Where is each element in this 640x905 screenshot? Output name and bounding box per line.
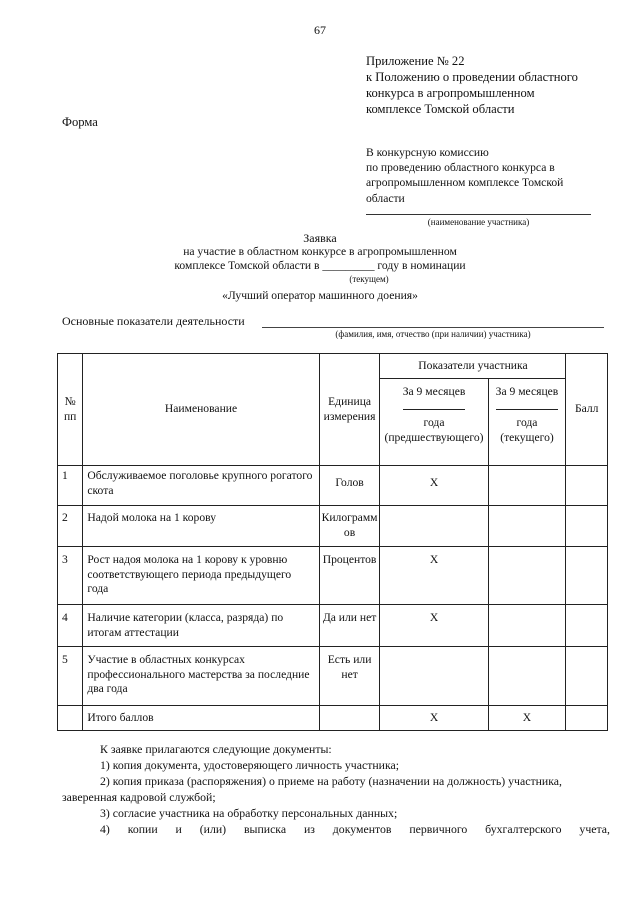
row-unit: Килограммов [319,506,380,547]
nomination-title: «Лучший оператор машинного доения» [222,289,418,302]
row-num: 4 [58,605,83,647]
row-cur-value[interactable] [488,605,566,647]
commission-line: области [366,191,405,205]
attachment-item: 2) копия приказа (распоряжения) о приеме на работу (назначении на должность) участника, [100,774,562,788]
row-prev-value[interactable] [380,506,488,547]
commission-line: В конкурсную комиссию [366,146,489,159]
row-prev-value[interactable]: Х [380,605,488,647]
commission-address [366,145,606,206]
row-prev-value[interactable]: Х [380,547,488,605]
participant-name-caption: (наименование участника) [427,217,530,227]
attachment-item: 1) копия документа, удостоверяющего личность участника; [100,758,400,772]
header-cur-period [488,379,566,466]
participant-name-line[interactable] [366,214,591,215]
attachment-item: 4) копии и (или) выписка из документов первичного бухгалтерского учета, [100,822,610,836]
row-score[interactable] [566,466,608,506]
appendix-line: комплексе Томской области [366,102,515,116]
table-row [58,506,608,547]
row-name: Обслуживаемое поголовье крупного рогатого скота [83,466,319,506]
attachments-list [62,741,610,837]
row-score[interactable] [566,647,608,706]
appendix-line: к Положению о проведении областного [366,70,578,84]
row-unit: Процентов [319,547,380,605]
application-subtitle: на участие в областном конкурсе в агропромышленном [183,245,457,258]
row-prev-value[interactable] [380,647,488,706]
attachment-item-continuation: заверенная кадровой службой; [62,790,216,804]
total-row [58,706,608,731]
attachment-item: 3) согласие участника на обработку персональных данных; [100,806,398,820]
page-number: 67 [314,23,326,37]
form-label: Форма [62,115,98,129]
row-num: 5 [58,647,83,706]
header-prev-period [380,379,488,466]
header-prev-top: За 9 месяцев [402,385,466,398]
appendix-line: Приложение № 22 [366,54,465,68]
header-name: Наименование [83,354,319,466]
table-row [58,466,608,506]
row-name: Участие в областных конкурсах профессионального мастерства за последние два года [83,647,319,706]
row-name: Надой молока на 1 корову [83,506,319,547]
row-num: 2 [58,506,83,547]
year-blank[interactable] [496,401,558,410]
row-name: Наличие категории (класса, разряда) по итогам аттестации [83,605,319,647]
row-prev-value[interactable]: Х [380,466,488,506]
total-num [58,706,83,731]
attachments-intro: К заявке прилагаются следующие документы: [100,742,332,756]
row-score[interactable] [566,547,608,605]
commission-line: агропромышленном комплексе Томской [366,176,564,190]
table-header-row [58,354,608,379]
year-caption: (текущем) [349,274,389,284]
row-cur-value[interactable] [488,466,566,506]
fio-caption: (фамилия, имя, отчество (при наличии) участника) [335,329,531,339]
commission-line: по проведению областного конкурса в [366,161,555,175]
application-title: Заявка [303,231,337,245]
row-unit: Голов [319,466,380,506]
table-row [58,605,608,647]
header-cur-bottom: года (текущего) [500,416,554,444]
fio-line[interactable] [262,327,604,328]
row-cur-value[interactable] [488,506,566,547]
row-num: 1 [58,466,83,506]
header-indicators: Показатели участника [380,354,566,379]
row-score[interactable] [566,605,608,647]
appendix-line: конкурса в агропромышленном [366,86,535,100]
appendix-heading [366,53,578,117]
year-blank[interactable] [403,401,465,410]
total-unit [319,706,380,731]
row-name: Рост надоя молока на 1 корову к уровню соответствующего периода предыдущего года [83,547,319,605]
main-indicators-label: Основные показатели деятельности [62,314,245,328]
total-label: Итого баллов [83,706,319,731]
row-cur-value[interactable] [488,647,566,706]
header-unit: Единица измерения [319,354,380,466]
total-prev-value[interactable]: Х [380,706,488,731]
table-row [58,647,608,706]
application-subtitle: комплексе Томской области в _________ году в номинации [174,259,466,272]
row-unit: Да или нет [319,605,380,647]
total-cur-value[interactable]: Х [488,706,566,731]
row-num: 3 [58,547,83,605]
header-prev-bottom: года (предшествующего) [384,416,484,444]
row-score[interactable] [566,506,608,547]
table-row [58,547,608,605]
indicators-table [57,353,608,731]
header-num: № пп [58,354,83,466]
row-cur-value[interactable] [488,547,566,605]
header-score: Балл [566,354,608,466]
row-unit: Есть или нет [319,647,380,706]
header-cur-top: За 9 месяцев [495,385,559,398]
total-score[interactable] [566,706,608,731]
